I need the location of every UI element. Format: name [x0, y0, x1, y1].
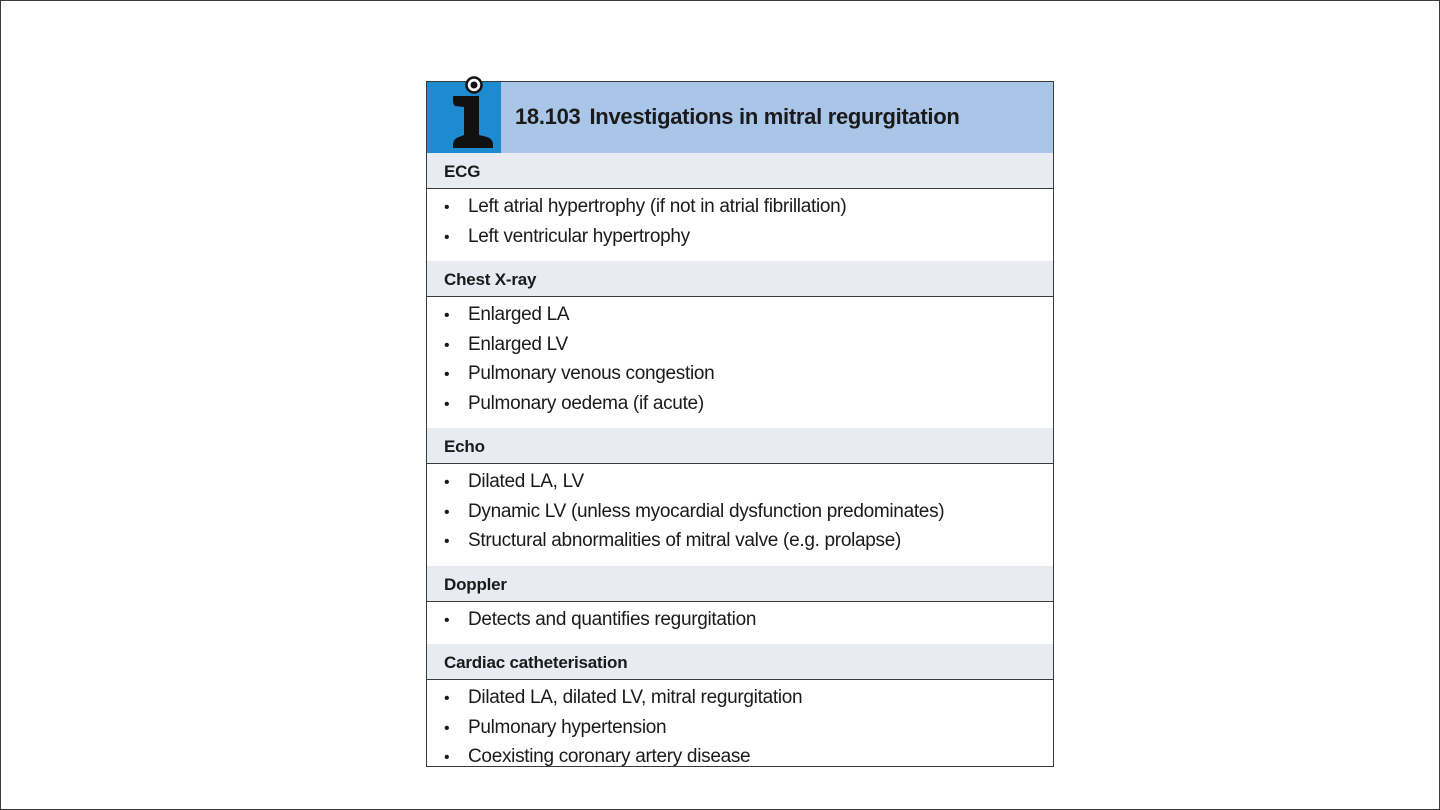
- section-heading: Doppler: [427, 566, 1053, 602]
- info-box: [426, 81, 1054, 767]
- bullet-item: • Detects and quantifies regurgitation: [444, 606, 1053, 636]
- icon-tab: [427, 82, 501, 153]
- sections-container: [427, 153, 1053, 782]
- box-title: [515, 104, 959, 130]
- info-icon: [427, 73, 501, 153]
- section-heading: Echo: [427, 428, 1053, 464]
- section-heading: Cardiac catheterisation: [427, 644, 1053, 680]
- section-body: [427, 680, 1053, 782]
- bullet-item: • Left atrial hypertrophy (if not in atrial fibrillation): [444, 193, 1053, 223]
- bullet-item: • Coexisting coronary artery disease: [444, 743, 1053, 773]
- box-header: [427, 82, 1053, 153]
- bullet-item: • Pulmonary hypertension: [444, 714, 1053, 744]
- bullet-item: • Dynamic LV (unless myocardial dysfunction predominates): [444, 498, 1053, 528]
- section-heading: ECG: [427, 153, 1053, 189]
- bullet-item: • Pulmonary venous congestion: [444, 360, 1053, 390]
- box-title-text: Investigations in mitral regurgitation: [589, 104, 960, 129]
- section-body: [427, 602, 1053, 645]
- bullet-item: • Pulmonary oedema (if acute): [444, 390, 1053, 420]
- bullet-item: • Structural abnormalities of mitral valve (e.g. prolapse): [444, 527, 1053, 557]
- bullet-item: • Dilated LA, dilated LV, mitral regurgitation: [444, 684, 1053, 714]
- bullet-item: • Left ventricular hypertrophy: [444, 223, 1053, 253]
- box-number: 18.103: [515, 104, 581, 129]
- section-body: [427, 189, 1053, 261]
- bullet-item: • Dilated LA, LV: [444, 468, 1053, 498]
- bullet-item: • Enlarged LV: [444, 331, 1053, 361]
- section-heading: Chest X-ray: [427, 261, 1053, 297]
- bullet-item: • Enlarged LA: [444, 301, 1053, 331]
- section-body: [427, 464, 1053, 566]
- section-body: [427, 297, 1053, 428]
